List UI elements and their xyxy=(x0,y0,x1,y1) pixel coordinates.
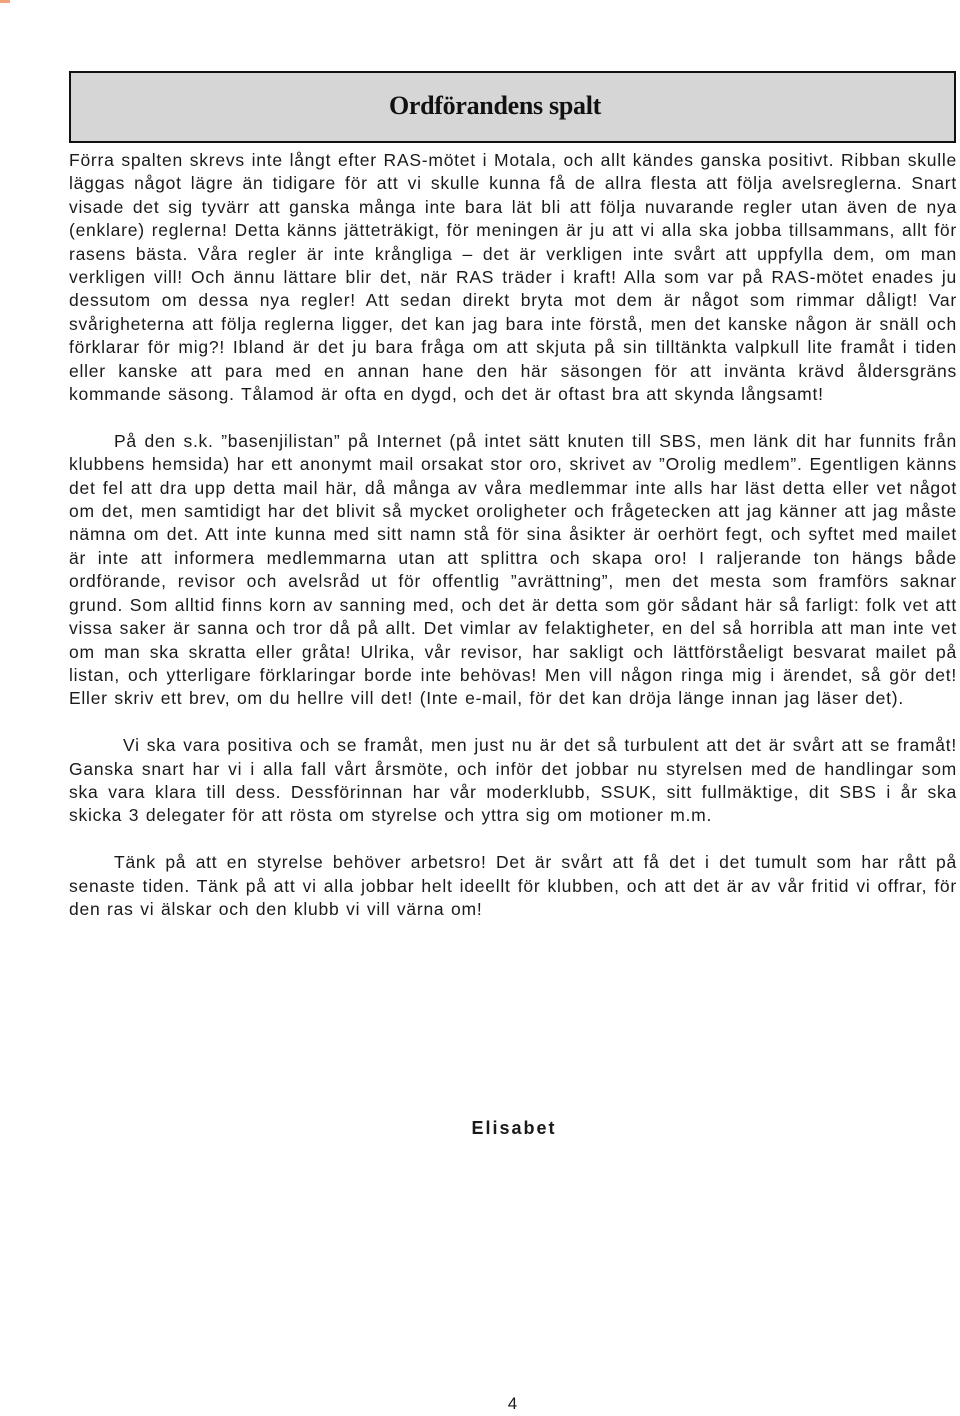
paragraph-3: Vi ska vara positiva och se framåt, men just nu är det så turbulent att det är svårt att se framåt! Ganska snart har vi i alla fall vårt årsmöte, och inför det jobbar nu styrelsen med de handlingar som ska vara klara till dess. Dessförinnan har vår moderklubb, SSUK, sitt fullmäktige, dit SBS i år ska skicka 3 delegater för att rösta om styrelse och yttra sig om motioner m.m. xyxy=(69,735,957,826)
article-body xyxy=(69,149,957,921)
page-number: 4 xyxy=(507,1394,518,1413)
paragraph-1: Förra spalten skrevs inte långt efter RAS-mötet i Motala, och allt kändes ganska positivt. Ribban skulle läggas något lägre än tidigare för att vi skulle kunna få de allra flesta att följa avelsreglerna. Snart visade det sig tyvärr att ganska många inte bara lät bli att följa nuvarande regler utan även de nya (enklare) reglerna! Detta känns jätteträkigt, för meningen är ju att vi alla ska jobba tillsammans, allt för rasens bästa. Våra regler är inte krångliga – det är verkligen inte svårt att uppfylla dem, om man verkligen vill! Och ännu lättare blir det, när RAS träder i kraft! Alla som var på RAS-mötet enades ju dessutom om dessa nya regler! Att sedan direkt bryta mot dem är något som rimmar dåligt! Var svårigheterna att följa reglerna ligger, det kan jag bara inte förstå, men det kanske någon är snäll och förklarar för mig?! Ibland är det ju bara fråga om att skjuta på sin tilltänkta valpkull lite framåt i tiden eller kanske att para med en annan hane den här säsongen för att invänta krävd åldersgräns kommande säsong. Tålamod är ofta en dygd, och det är oftast bra att skynda långsamt! xyxy=(69,150,957,405)
page-title: Ordförandens spalt xyxy=(388,91,602,120)
paragraph-2: På den s.k. ”basenjilistan” på Internet (på intet sätt knuten till SBS, men länk dit har funnits från klubbens hemsida) har ett anonymt mail orsakat stor oro, skrivet av ”Orolig medlem”. Egentligen känns det fel att dra upp detta mail här, då många av våra medlemmar inte alls har läst detta eller vet något om det, men samtidigt har det blivit så mycket oroligheter och frågetecken att jag känner att jag måste nämna om det. Att inte kunna med sitt namn stå för sina åsikter är oerhört fegt, och syftet med mailet är inte att informera medlemmarna utan att splittra och skapa oro! I raljerande ton hängs både ordförande, revisor och avelsråd ut för offentlig ”avrättning”, men det mesta som framförs saknar grund. Som alltid finns korn av sanning med, och det är detta som gör sådant här så farligt: folk vet att vissa saker är sanna och tror då på allt. Det vimlar av felaktigheter, en del så horribla att man inte vet om man ska skratta eller gråta! Ulrika, vår revisor, har sakligt och lättförståeligt besvarat mailet på listan, och ytterligare förklaringar borde inte behövas! Men vill någon ringa mig i ärendet, så gör det! Eller skriv ett brev, om du hellre vill det! (Inte e-mail, för det kan dröja länge innan jag läser det). xyxy=(69,430,957,709)
paragraph-4: Tänk på att en styrelse behöver arbetsro! Det är svårt att få det i det tumult som har rått på senaste tiden. Tänk på att vi alla jobbar helt ideellt för klubben, och att det är av vår fritid vi offrar, för den ras vi älskar och den klubb vi vill värna om! xyxy=(69,852,957,919)
signature: Elisabet xyxy=(471,1118,557,1138)
corner-mark xyxy=(0,0,10,3)
